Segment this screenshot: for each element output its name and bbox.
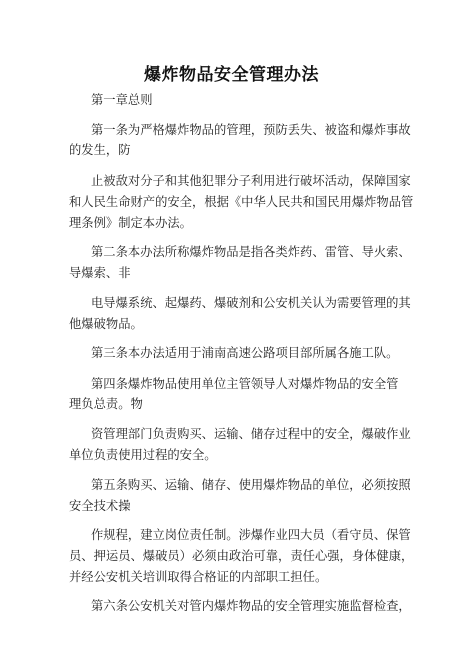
paragraph-line: 和人民生命财产的安全，根据《中华人民共和国民用爆炸物品管 [69,195,414,209]
paragraph-line: 电导爆系统、起爆药、爆破剂和公安机关认为需要管理的其 [91,296,411,310]
paragraph-line: 安全技术操 [69,499,131,513]
paragraph-line: 作规程，建立岗位责任制。涉爆作业四大员（看守员、保管 [91,528,411,542]
paragraph-line: 资管理部门负责购买、运输、储存过程中的安全，爆破作业 [91,427,411,441]
paragraph-line: 的发生，防 [69,143,131,157]
paragraph-line: 第四条爆炸物品使用单位主管领导人对爆炸物品的安全管 [91,377,399,391]
chapter-heading: 第一章总则 [91,93,153,107]
paragraph-line: 并经公安机关培训取得合格证的内部职工担任。 [69,570,328,584]
paragraph-line: 他爆破物品。 [69,317,143,331]
paragraph-line: 员、押运员、爆破员）必须由政治可靠，责任心强，身体健康， [69,549,414,563]
paragraph-line: 止被敌对分子和其他犯罪分子利用进行破坏活动，保障国家 [91,174,411,188]
paragraph-line: 单位负责使用过程的安全。 [69,448,217,462]
paragraph-line: 第一条为严格爆炸物品的管理，预防丢失、被盗和爆炸事故 [91,123,411,137]
paragraph-line: 第二条本办法所称爆炸物品是指各类炸药、雷管、导火索、 [91,245,411,259]
paragraph-line: 理条例》制定本办法。 [69,216,192,230]
document-title: 爆炸物品安全管理办法 [144,65,319,85]
paragraph-line: 第五条购买、运输、储存、使用爆炸物品的单位，必须按照 [91,478,411,492]
paragraph-line: 第六条公安机关对管内爆炸物品的安全管理实施监督检查， [91,599,411,613]
paragraph-line: 理负总责。物 [69,397,143,411]
paragraph-line: 第三条本办法适用于浦南高速公路项目部所属各施工队。 [91,346,399,360]
paragraph-line: 导爆索、非 [69,266,131,280]
